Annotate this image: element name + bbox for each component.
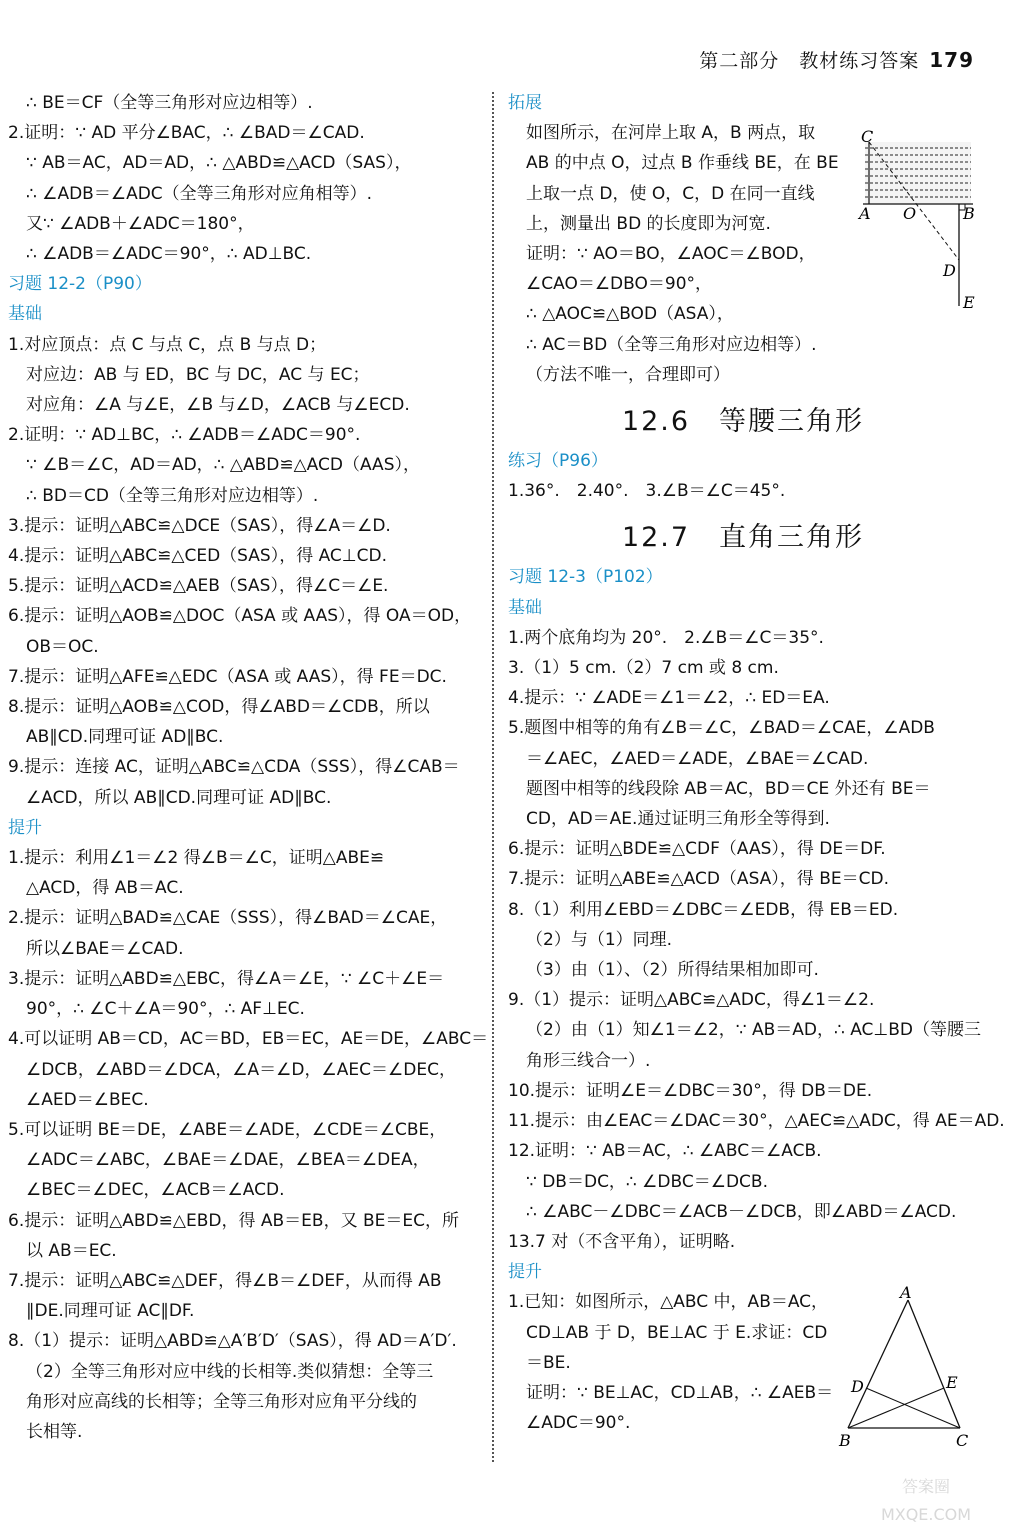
left-line: 7.提示：证明△AFE≌△EDC（ASA 或 AAS），得 FE＝DC. bbox=[8, 666, 447, 687]
left-line: ∵ ∠B＝∠C，AD＝AD，∴ △ABD≌△ACD（AAS）， bbox=[26, 455, 420, 476]
left-line: 习题 12-2（P90） bbox=[8, 274, 152, 295]
label-a: A bbox=[859, 204, 871, 223]
left-line: ∴ ∠ADB＝∠ADC（全等三角形对应角相等）. bbox=[26, 183, 373, 204]
right-line: ∴ ∠ABC－∠DBC＝∠ACB－∠DCB，即∠ABD＝∠ACD. bbox=[526, 1201, 957, 1222]
left-line: 5.可以证明 BE＝DE，∠ABE＝∠ADE，∠CDE＝∠CBE， bbox=[8, 1119, 447, 1140]
left-line: ∥DE.同理可证 AC∥DF. bbox=[26, 1301, 195, 1322]
right-line: 如图所示，在河岸上取 A，B 两点，取 bbox=[526, 123, 816, 144]
right-line: 1.36°. 2.40°. 3.∠B＝∠C＝45°. bbox=[508, 481, 786, 502]
left-line: 对应边：AB 与 ED，BC 与 DC，AC 与 EC； bbox=[26, 364, 370, 385]
left-line: ∴ BD＝CD（全等三角形对应边相等）. bbox=[26, 485, 319, 506]
right-line: ＝∠AEC，∠AED＝∠ADE，∠BAE＝∠CAD. bbox=[526, 748, 869, 769]
left-line: 3.提示：证明△ABC≌△DCE（SAS），得∠A＝∠D. bbox=[8, 515, 391, 536]
right-line: 1.两个底角均为 20°. 2.∠B＝∠C＝35°. bbox=[508, 627, 824, 648]
left-line: 又∵ ∠ADB＋∠ADC＝180°， bbox=[26, 213, 255, 234]
left-line: ∠ACD，所以 AB∥CD.同理可证 AD∥BC. bbox=[26, 787, 332, 808]
left-line: 3.提示：证明△ABD≌△EBC，得∠A＝∠E，∵ ∠C＋∠E＝ bbox=[8, 968, 445, 989]
right-line: 8.（1）利用∠EBD＝∠DBC＝∠EDB，得 EB＝ED. bbox=[508, 899, 899, 920]
left-line: ∠DCB，∠ABD＝∠DCA，∠A＝∠D，∠AEC＝∠DEC， bbox=[26, 1059, 456, 1080]
left-line: 4.提示：证明△ABC≌△CED（SAS），得 AC⊥CD. bbox=[8, 546, 387, 567]
page-number: 179 bbox=[929, 48, 974, 72]
label-e: E bbox=[963, 293, 975, 312]
page-header bbox=[699, 46, 974, 73]
left-line: 2.提示：证明△BAD≌△CAE（SSS），得∠BAD＝∠CAE， bbox=[8, 908, 448, 929]
left-line: AB∥CD.同理可证 AD∥BC. bbox=[26, 727, 224, 748]
right-line: 习题 12-3（P102） bbox=[508, 567, 663, 588]
label-c: C bbox=[861, 128, 874, 146]
label-b: B bbox=[839, 1431, 851, 1450]
left-line: （2）全等三角形对应中线的长相等.类似猜想：全等三 bbox=[26, 1361, 434, 1382]
left-line: 提升 bbox=[8, 817, 42, 838]
left-line: 8.（1）提示：证明△ABD≌△A′B′D′（SAS），得 AD＝A′D′. bbox=[8, 1331, 457, 1352]
right-line: 12.6 等腰三角形 bbox=[621, 406, 865, 438]
watermark-top: 答案圈 bbox=[901, 1477, 951, 1496]
right-line: 上取一点 D，使 O，C，D 在同一直线 bbox=[526, 183, 815, 204]
left-line: 8.提示：证明△AOB≌△COD，得∠ABD＝∠CDB，所以 bbox=[8, 697, 430, 718]
right-line: 10.提示：证明∠E＝∠DBC＝30°，得 DB＝DE. bbox=[508, 1080, 873, 1101]
river-water bbox=[865, 142, 971, 204]
right-line: CD，AD＝AE.通过证明三角形全等得到. bbox=[526, 809, 830, 830]
right-line: 9.（1）提示：证明△ABC≌△ADC，得∠1＝∠2. bbox=[508, 990, 875, 1011]
left-line: ∠AED＝∠BEC. bbox=[26, 1089, 149, 1110]
left-line: 1.对应顶点：点 C 与点 C，点 B 与点 D； bbox=[8, 334, 327, 355]
river-figure bbox=[855, 128, 985, 313]
left-line: OB＝OC. bbox=[26, 636, 99, 657]
watermark-bottom: MXQE.COM bbox=[880, 1505, 972, 1524]
right-line: 题图中相等的线段除 AB＝AC，BD＝CE 外还有 BE＝ bbox=[526, 778, 931, 799]
right-line: 11.提示：由∠EAC＝∠DAC＝30°，△AEC≌△ADC，得 AE＝AD. bbox=[508, 1111, 1005, 1132]
right-line: 证明：∵ BE⊥AC，CD⊥AB，∴ ∠AEB＝ bbox=[526, 1382, 834, 1403]
right-line: （2）与（1）同理. bbox=[526, 929, 673, 950]
right-line: ＝BE. bbox=[526, 1352, 571, 1373]
header-title: 第二部分 教材练习答案 bbox=[699, 50, 920, 72]
left-line: 2.证明：∵ AD⊥BC，∴ ∠ADB＝∠ADC＝90°. bbox=[8, 425, 361, 446]
left-line: 角形对应高线的长相等；全等三角形对应角平分线的 bbox=[26, 1391, 417, 1412]
left-line: ∵ AB＝AC，AD＝AD，∴ △ABD≌△ACD（SAS）， bbox=[26, 153, 412, 174]
left-line: 基础 bbox=[8, 304, 42, 325]
right-line: 基础 bbox=[508, 597, 542, 618]
label-e: E bbox=[946, 1373, 958, 1392]
left-line: ∠ADC＝∠ABC，∠BAE＝∠DAE，∠BEA＝∠DEA， bbox=[26, 1150, 430, 1171]
right-line: ∵ DB＝DC，∴ ∠DBC＝∠DCB. bbox=[526, 1171, 768, 1192]
watermark-logo bbox=[826, 1456, 1026, 1526]
right-line: 提升 bbox=[508, 1262, 542, 1283]
right-line: 4.提示：∵ ∠ADE＝∠1＝∠2，∴ ED＝EA. bbox=[508, 688, 830, 709]
left-line: 以 AB＝EC. bbox=[26, 1240, 117, 1261]
right-line: 上，测量出 BD 的长度即为河宽. bbox=[526, 213, 771, 234]
right-line: 7.提示：证明△ABE≌△ACD（ASA），得 BE＝CD. bbox=[508, 869, 889, 890]
right-line: （3）由（1）、（2）所得结果相加即可. bbox=[526, 960, 819, 981]
left-line: 90°，∴ ∠C＋∠A＝90°，∴ AF⊥EC. bbox=[26, 999, 305, 1020]
left-column bbox=[8, 88, 489, 1447]
right-line: 3.（1）5 cm.（2）7 cm 或 8 cm. bbox=[508, 658, 779, 679]
right-line: ∠CAO＝∠DBO＝90°， bbox=[526, 274, 713, 295]
label-d: D bbox=[943, 261, 956, 280]
right-line: （2）由（1）知∠1＝∠2，∵ AB＝AD，∴ AC⊥BD（等腰三 bbox=[526, 1020, 981, 1041]
right-line: 12.7 直角三角形 bbox=[621, 522, 865, 554]
left-line: 对应角：∠A 与∠E，∠B 与∠D，∠ACB 与∠ECD. bbox=[26, 395, 410, 416]
left-line: 7.提示：证明△ABC≌△DEF，得∠B＝∠DEF，从而得 AB bbox=[8, 1270, 442, 1291]
right-line: 1.已知：如图所示，△ABC 中，AB＝AC， bbox=[508, 1292, 829, 1313]
left-line: 长相等. bbox=[26, 1421, 83, 1442]
right-line: 12.证明：∵ AB＝AC，∴ ∠ABC＝∠ACB. bbox=[508, 1141, 822, 1162]
right-line: CD⊥AB 于 D，BE⊥AC 于 E.求证：CD bbox=[526, 1322, 828, 1343]
column-divider bbox=[492, 92, 494, 1462]
right-line: 练习（P96） bbox=[508, 451, 608, 472]
label-b: B bbox=[963, 204, 975, 223]
left-line: ∠BEC＝∠DEC，∠ACB＝∠ACD. bbox=[26, 1180, 285, 1201]
left-line: 6.提示：证明△ABD≌△EBD，得 AB＝EB，又 BE＝EC，所 bbox=[8, 1210, 460, 1231]
left-line: 2.证明：∵ AD 平分∠BAC，∴ ∠BAD＝∠CAD. bbox=[8, 123, 365, 144]
right-line: 证明：∵ AO＝BO，∠AOC＝∠BOD， bbox=[526, 244, 816, 265]
left-line: ∴ ∠ADB＝∠ADC＝90°，∴ AD⊥BC. bbox=[26, 244, 312, 265]
label-o: O bbox=[903, 204, 917, 223]
left-line: 5.提示：证明△ACD≌△AEB（SAS），得∠C＝∠E. bbox=[8, 576, 389, 597]
left-line: 9.提示：连接 AC，证明△ABC≌△CDA（SSS），得∠CAB＝ bbox=[8, 757, 460, 778]
left-line: 4.可以证明 AB＝CD，AC＝BD，EB＝EC，AE＝DE，∠ABC＝ bbox=[8, 1029, 489, 1050]
left-line: 所以∠BAE＝∠CAD. bbox=[26, 938, 184, 959]
right-line: 角形三线合一）. bbox=[526, 1050, 651, 1071]
side-ab bbox=[848, 1300, 908, 1428]
right-line: 5.题图中相等的角有∠B＝∠C，∠BAD＝∠CAE，∠ADB bbox=[508, 718, 935, 739]
right-line: ∴ AC＝BD（全等三角形对应边相等）. bbox=[526, 334, 817, 355]
label-a: A bbox=[900, 1283, 912, 1302]
label-c: C bbox=[956, 1431, 969, 1450]
right-line: AB 的中点 O，过点 B 作垂线 BE，在 BE bbox=[526, 153, 839, 174]
left-line: 6.提示：证明△AOB≌△DOC（ASA 或 AAS），得 OA＝OD， bbox=[8, 606, 472, 627]
triangle-figure bbox=[836, 1282, 986, 1452]
right-line: ∴ △AOC≌△BOD（ASA）， bbox=[526, 304, 734, 325]
right-line: 6.提示：证明△BDE≌△CDF（AAS），得 DE＝DF. bbox=[508, 839, 886, 860]
right-line: ∠ADC＝90°. bbox=[526, 1413, 631, 1434]
left-line: 1.提示：利用∠1＝∠2 得∠B＝∠C，证明△ABE≌ bbox=[8, 848, 385, 869]
right-line: 13.7 对（不含平角），证明略. bbox=[508, 1231, 736, 1252]
left-line: ∴ BE＝CF（全等三角形对应边相等）. bbox=[26, 93, 313, 113]
right-line: 拓展 bbox=[508, 93, 542, 113]
label-d: D bbox=[851, 1377, 864, 1396]
right-line: （方法不唯一，合理即可） bbox=[526, 364, 730, 385]
left-line: △ACD，得 AB＝AC. bbox=[26, 878, 184, 899]
